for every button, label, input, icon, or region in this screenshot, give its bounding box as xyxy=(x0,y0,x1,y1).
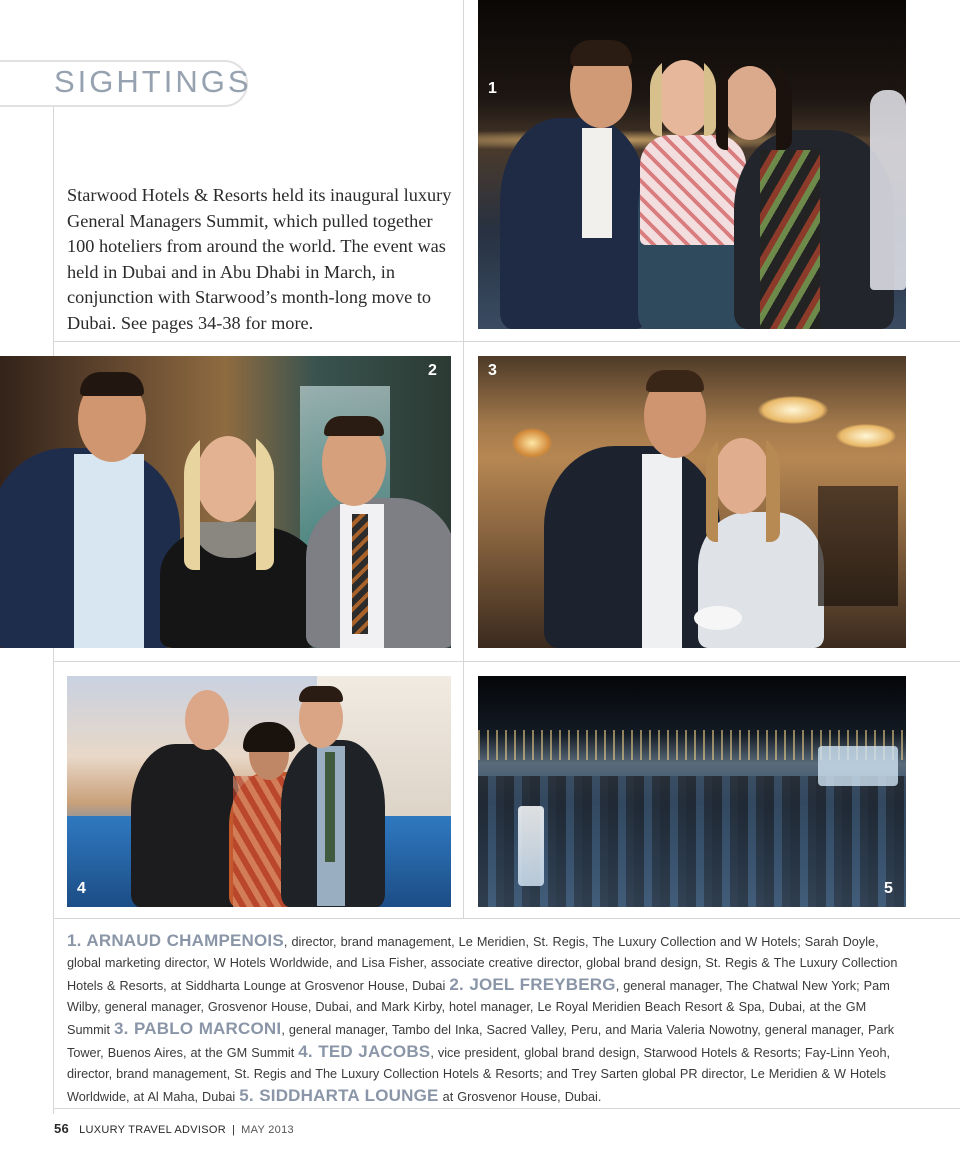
section-heading: SIGHTINGS xyxy=(54,64,252,99)
photo-2 xyxy=(0,356,451,648)
photo-1-number: 1 xyxy=(488,80,497,97)
photo-5-scene xyxy=(478,676,906,907)
grid-rule-row1 xyxy=(53,341,960,342)
grid-rule-row2 xyxy=(53,661,960,662)
publication-name: LUXURY TRAVEL ADVISOR xyxy=(79,1124,226,1136)
photo-3-background-crowd xyxy=(818,486,898,606)
grid-rule-bottom xyxy=(53,1108,960,1109)
page-footer xyxy=(54,1121,294,1136)
photo-1-background-figure xyxy=(870,90,906,290)
photo-3-scene xyxy=(478,356,906,648)
photo-2-number: 2 xyxy=(428,362,437,379)
photo-4 xyxy=(67,676,451,907)
caption-1-name: 1. ARNAUD CHAMPENOIS xyxy=(67,931,284,950)
caption-1-text: , director, brand management, Le Meridien, St. Regis, The Luxury Collection and W Hotels; Sarah Doyle, global marketing director, W Hotels Worldwide, and Lisa Fisher, associate creative director, global brand design, St. Regis & The Luxury Collection Hotels & Resorts, at Siddharta Lounge at Grosvenor House, Dubai xyxy=(67,935,898,993)
photo-3 xyxy=(478,356,906,648)
caption-4-text: , vice president, global brand design, Starwood Hotels & Resorts; Fay-Linn Yeoh, director, brand management, St. Regis and The Luxury Collection Hotels & Resorts; and Trey Sarten global PR director, Le Meridien & W Hotels Worldwide, at Al Maha, Dubai xyxy=(67,1046,891,1104)
photo-captions xyxy=(67,930,907,1108)
caption-3-name: 3. PABLO MARCONI xyxy=(114,1019,282,1038)
photo-3-number: 3 xyxy=(488,362,497,379)
caption-4-name: 4. TED JACOBS xyxy=(298,1042,431,1061)
photo-2-scene xyxy=(0,356,451,648)
photo-4-scene xyxy=(67,676,451,907)
photo-1 xyxy=(478,0,906,329)
grid-rule-row3 xyxy=(53,918,960,919)
caption-3-text: , general manager, Tambo del Inka, Sacred Valley, Peru, and Maria Valeria Nowotny, general manager, Park Tower, Buenos Aires, at the GM Summit xyxy=(67,1023,895,1060)
footer-separator: | xyxy=(231,1124,236,1136)
intro-paragraph: Starwood Hotels & Resorts held its inaugural luxury General Managers Summit, which pulled together 100 hoteliers from around the world. The event was held in Dubai and in Abu Dhabi in March, in conjunction with Starwood’s month-long move to Dubai. See pages 34-38 for more. xyxy=(67,185,452,333)
photo-1-scene xyxy=(478,0,906,329)
grid-rule-center xyxy=(463,0,464,918)
photo-5 xyxy=(478,676,906,907)
caption-2-name: 2. JOEL FREYBERG xyxy=(449,975,616,994)
photo-4-number: 4 xyxy=(77,880,86,897)
page-number: 56 xyxy=(54,1121,70,1136)
caption-5-text: at Grosvenor House, Dubai. xyxy=(438,1090,602,1104)
issue-date: MAY 2013 xyxy=(241,1124,294,1136)
photo-5-number: 5 xyxy=(884,880,893,897)
caption-5-name: 5. SIDDHARTA LOUNGE xyxy=(239,1086,439,1105)
caption-2-text: , general manager, The Chatwal New York; Pam Wilby, general manager, Grosvenor House, Dubai, and Mark Kirby, hotel manager, Le Royal Meridien Beach Resort & Spa, Dubai, at the GM Summit xyxy=(67,979,890,1037)
